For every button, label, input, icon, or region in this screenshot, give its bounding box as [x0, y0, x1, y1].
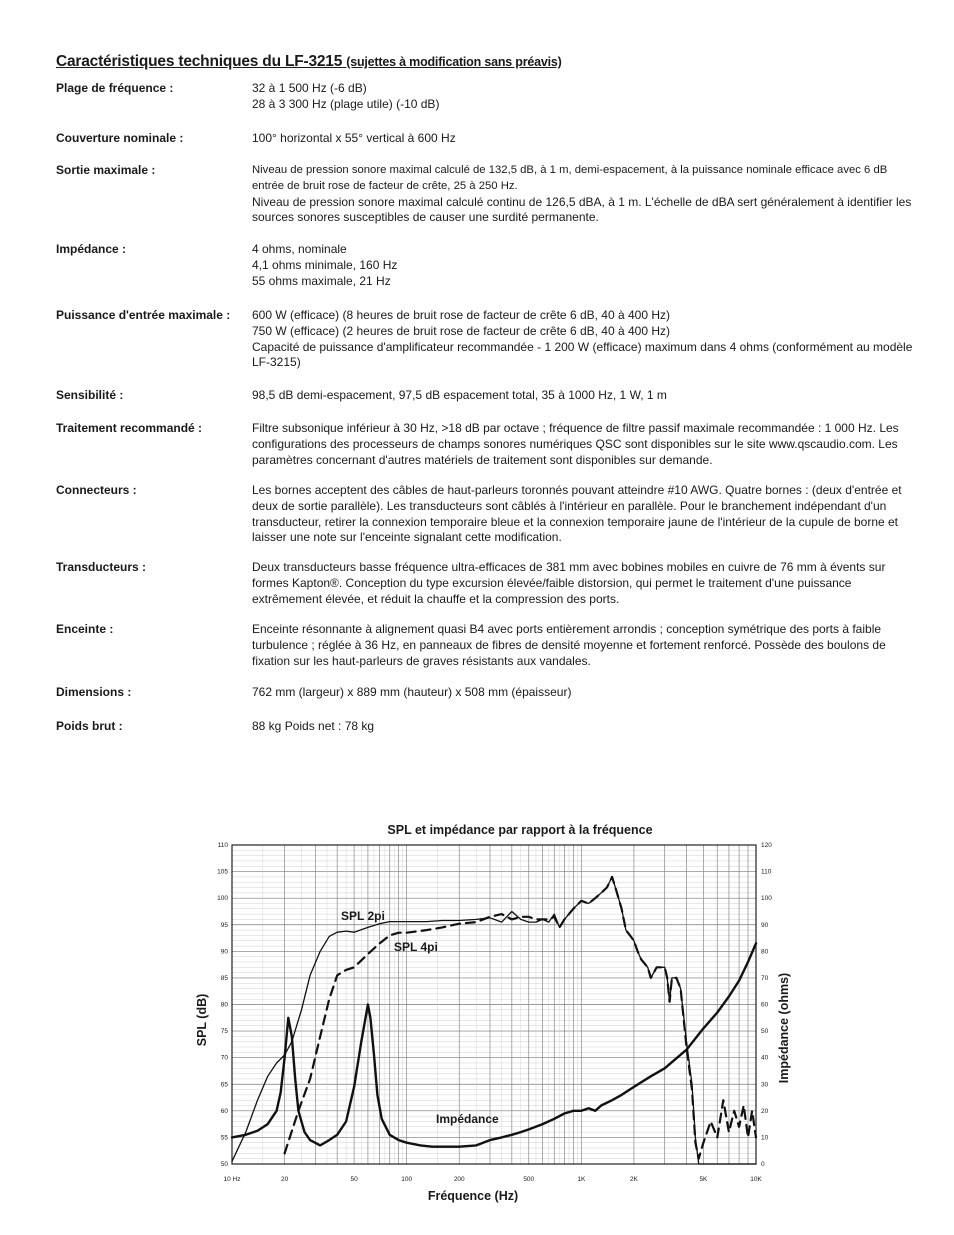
y-tick-label-right: 110: [761, 868, 772, 876]
spec-line: 88 kg Poids net : 78 kg: [252, 719, 375, 733]
spec-line: 98,5 dB demi-espacement, 97,5 dB espacement total, 35 à 1000 Hz, 1 W, 1 m: [252, 388, 667, 402]
y-tick-label-left: 80: [220, 1001, 228, 1009]
spec-line: 28 à 3 300 Hz (plage utile) (-10 dB): [252, 96, 440, 111]
y-tick-label-right: 10: [761, 1134, 769, 1142]
spec-label: Plage de fréquence :: [56, 81, 174, 95]
x-axis-label: Fréquence (Hz): [427, 1189, 519, 1203]
y-tick-label-left: 85: [220, 974, 228, 982]
label-impedance: Impédance: [436, 1112, 499, 1126]
x-tick-label: 50: [350, 1176, 358, 1183]
title-note: (sujettes à modification sans préavis): [346, 55, 562, 69]
spec-max-output: [56, 163, 918, 226]
series-impedance: [232, 943, 756, 1146]
spec-line: 32 à 1 500 Hz (-6 dB): [252, 81, 367, 95]
series-spl-2pi: [232, 877, 756, 1164]
spec-value: [252, 622, 918, 669]
spec-transducers: [56, 560, 918, 607]
spec-value: [252, 685, 918, 701]
spec-weight: [56, 719, 918, 735]
plot-frame: [232, 845, 756, 1164]
spec-enclosure: [56, 622, 918, 669]
chart-ticks: [217, 842, 772, 1183]
spec-line: Les bornes acceptent des câbles de haut-parleurs toronnés pouvant atteindre #10 AWG. Quatre bornes : (deux d'entrée et deux de sortie parallèle). Les transducteurs sont câblés à l'intérieur en parallèle. Pour le branchement indépendant d'un transducteur, retirer la connexion temporaire bleue et la connexion temporaire jaune de l'intérieur de la cupule de borne et laisser une note sur l'enceinte signalant cette modification.: [252, 483, 902, 545]
spec-line: 750 W (efficace) (2 heures de bruit rose de facteur de crête 6 dB, 40 à 400 Hz): [252, 323, 671, 338]
chart-series: [232, 877, 756, 1164]
y-tick-label-left: 75: [220, 1028, 228, 1036]
spec-line: 4,1 ohms minimale, 160 Hz: [252, 257, 398, 272]
spec-coverage: [56, 131, 918, 147]
spec-line: 762 mm (largeur) x 889 mm (hauteur) x 508 mm (épaisseur): [252, 685, 572, 699]
spec-value: [252, 421, 918, 468]
y-tick-label-left: 65: [220, 1081, 228, 1089]
y-tick-label-left: 60: [220, 1107, 228, 1115]
x-tick-label: 500: [523, 1176, 535, 1183]
spec-value: [252, 560, 918, 607]
spec-value: [252, 308, 918, 371]
y-tick-label-right: 90: [761, 921, 769, 929]
x-tick-label: 20: [280, 1176, 289, 1183]
spec-line: Enceinte résonnante à alignement quasi B4 avec ports entièrement arrondis ; conception symétrique des ports à faible turbulence ; réglée à 36 Hz, en panneaux de fibres de densité moyenne et fortement renforcé. Possède des boulons de fixation sur les haut-parleurs de graves résistants aux vandales.: [252, 622, 886, 668]
x-tick-label: 100: [401, 1176, 413, 1183]
y-tick-label-right: 50: [761, 1028, 769, 1036]
chart-grid: [232, 845, 756, 1164]
y-tick-label-right: 30: [761, 1081, 769, 1089]
spec-line: 600 W (efficace) (8 heures de bruit rose de facteur de crête 6 dB, 40 à 400 Hz): [252, 308, 671, 322]
spec-label: Traitement recommandé :: [56, 421, 203, 435]
x-tick-label: 1K: [577, 1176, 586, 1183]
spec-label: Puissance d'entrée maximale :: [56, 308, 231, 322]
y-axis-label-left: SPL (dB): [195, 993, 209, 1047]
label-spl-4pi: SPL 4pi: [394, 940, 438, 954]
x-tick-label: 10 Hz: [223, 1176, 241, 1183]
x-tick-label: 5K: [699, 1176, 708, 1183]
y-axis-label-right: Impédance (ohms): [777, 972, 791, 1084]
y-tick-label-left: 50: [220, 1161, 228, 1168]
y-tick-label-left: 70: [220, 1054, 228, 1062]
spec-label: Impédance :: [56, 242, 127, 256]
y-tick-label-right: 60: [761, 1001, 769, 1009]
spec-line: Niveau de pression sonore maximal calculé de 132,5 dB, à 1 m, demi-espacement, à la puissance nominale efficace avec 6 dB entrée de bruit rose de facteur de crête, 25 à 250 Hz.: [252, 164, 888, 192]
spec-line: Niveau de pression sonore maximal calculé continu de 126,5 dBA, à 1 m. L'échelle de dBA sert généralement à identifier les sources sonores susceptibles de causer une surdité permanente.: [252, 194, 912, 225]
y-tick-label-right: 0: [761, 1161, 765, 1168]
y-tick-label-left: 90: [220, 948, 228, 956]
spec-line: Filtre subsonique inférieur à 30 Hz, >18 dB par octave ; fréquence de filtre passif maximale recommandée : 1 000 Hz. Les configurations des processeurs de champs sonores numériques QSC sont disponibles sur le site www.qscaudio.com. Les paramètres concernant d'autres matériels de traitement sont disponibles sur demande.: [252, 421, 899, 467]
y-tick-label-right: 80: [761, 948, 769, 956]
spec-frequency-range: [56, 81, 918, 113]
label-spl-2pi: SPL 2pi: [341, 909, 385, 923]
spec-line: Capacité de puissance d'amplificateur recommandée - 1 200 W (efficace) maximum dans 4 ohms (conformément au modèle LF-3215): [252, 339, 913, 370]
chart-axes: [232, 845, 756, 1164]
x-tick-label: 10K: [750, 1176, 762, 1183]
y-tick-label-left: 55: [220, 1134, 228, 1142]
spec-max-input-power: [56, 308, 918, 371]
x-tick-label: 2K: [629, 1176, 638, 1183]
title-main: Caractéristiques techniques du LF-3215: [56, 53, 343, 70]
y-tick-label-right: 20: [761, 1107, 769, 1115]
y-tick-label-right: 100: [761, 895, 772, 903]
y-tick-label-left: 100: [217, 895, 228, 903]
y-tick-label-left: 110: [217, 842, 228, 849]
spec-line: Deux transducteurs basse fréquence ultra-efficaces de 381 mm avec bobines mobiles en cuivre de 76 mm à évents sur formes Kapton®. Conception du type excursion élevée/faible distorsion, qui permet le traitement d'une puissance extrêmement élevée, et réduit la chauffe et la compression des ports.: [252, 560, 886, 606]
y-tick-label-right: 70: [761, 974, 769, 982]
spec-connectors: [56, 483, 918, 546]
spec-value: [252, 483, 918, 546]
spec-label: Poids brut :: [56, 719, 123, 733]
spec-label: Sortie maximale :: [56, 163, 156, 177]
y-tick-label-left: 95: [220, 921, 228, 929]
spec-label: Connecteurs :: [56, 483, 137, 497]
spec-value: [252, 719, 918, 735]
spec-value: [252, 163, 918, 226]
spec-sensitivity: [56, 388, 918, 404]
spec-label: Sensibilité :: [56, 388, 124, 402]
spec-impedance: [56, 242, 918, 289]
spec-label: Transducteurs :: [56, 560, 147, 574]
spec-label: Couverture nominale :: [56, 131, 184, 145]
series-spl-4pi: [285, 877, 756, 1159]
chart-title: SPL et impédance par rapport à la fréquence: [387, 823, 653, 837]
x-tick-label: 200: [453, 1176, 465, 1183]
spec-line: 100° horizontal x 55° vertical à 600 Hz: [252, 131, 456, 145]
spec-dimensions: [56, 685, 918, 701]
y-tick-label-right: 40: [761, 1054, 769, 1062]
spec-line: 4 ohms, nominale: [252, 242, 347, 256]
spec-value: [252, 242, 918, 289]
y-tick-label-right: 120: [761, 842, 772, 849]
spec-line: 55 ohms maximale, 21 Hz: [252, 273, 391, 288]
spec-value: [252, 131, 918, 147]
spec-value: [252, 81, 918, 113]
page-title: [56, 53, 562, 71]
spec-label: Enceinte :: [56, 622, 114, 636]
spec-label: Dimensions :: [56, 685, 132, 699]
y-tick-label-left: 105: [217, 868, 228, 876]
spec-processing: [56, 421, 918, 468]
spec-value: [252, 388, 918, 404]
